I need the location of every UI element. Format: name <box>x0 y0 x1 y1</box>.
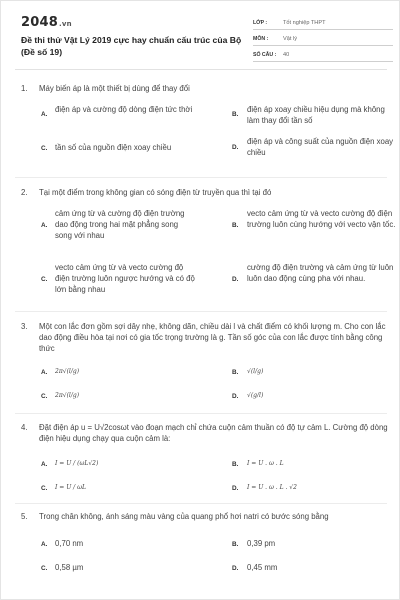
question-text: Máy biến áp là một thiết bị dùng để thay đổi <box>39 84 190 93</box>
option-letter: D. <box>232 144 239 151</box>
options <box>21 530 391 584</box>
option-text: 0,58 µm <box>55 563 84 572</box>
option-letter: B. <box>232 369 239 376</box>
option-letter: C. <box>41 276 48 283</box>
options <box>21 362 391 414</box>
question-text: Đặt điện áp u = U√2cosωt vào đoạn mạch chỉ chứa cuộn cảm thuần có độ tự cảm L. Cường độ dòng điện hiệu dụng chạy qua cuộn cảm là: <box>39 423 388 443</box>
option-letter: A. <box>41 369 48 376</box>
question-stem <box>21 187 391 198</box>
option-letter: D. <box>232 485 239 492</box>
option-text: điện áp và công suất của nguồn điện xoay chiều <box>247 137 394 157</box>
meta-label: MÔN : <box>253 36 269 42</box>
question-5 <box>21 511 391 584</box>
question-separator <box>15 177 387 178</box>
meta-value: Tốt nghiệp THPT <box>283 20 326 26</box>
option-text: vecto cảm ứng từ và vecto cường độ điện trường luôn cùng hướng với vecto vận tốc. <box>247 209 396 229</box>
question-3 <box>21 321 391 414</box>
option-letter: D. <box>232 276 239 283</box>
exam-title: Đề thi thử Vật Lý 2019 cực hay chuẩn cấu trúc của Bộ (Đề số 19) <box>21 35 242 57</box>
question-text: Trong chân không, ánh sáng màu vàng của quang phổ hơi natri có bước sóng bằng <box>39 512 329 521</box>
question-text: Một con lắc đơn gồm sợi dây nhẹ, không dãn, chiều dài l và chất điểm có khối lượng m. Cho con lắc dao động điều hòa tại nơi có gia tốc trọng trường là g. Tần số góc của con lắc được tính bằng công thức <box>39 322 386 353</box>
option-formula: I = U / (ωL√2) <box>55 460 99 467</box>
question-separator <box>15 503 387 504</box>
question-4 <box>21 422 391 504</box>
option-letter: C. <box>41 485 48 492</box>
option-formula: I = U / ωL <box>55 484 86 491</box>
option-text: điện áp xoay chiều hiệu dụng mà không làm thay đổi tần số <box>247 105 385 125</box>
meta-row-class <box>253 15 393 30</box>
site-logo[interactable] <box>21 15 72 30</box>
question-separator <box>15 311 387 312</box>
meta-value: 40 <box>283 52 290 58</box>
option-formula: 2π√(l/g) <box>55 392 80 399</box>
option-formula: I = U . ω . L . √2 <box>247 484 297 491</box>
option-letter: B. <box>232 541 239 548</box>
option-letter: A. <box>41 461 48 468</box>
logo-text: 2048 <box>21 15 58 30</box>
header-divider <box>15 69 387 70</box>
options <box>21 102 394 170</box>
question-1 <box>21 83 394 170</box>
option-formula: 2π√(l/g) <box>55 368 80 375</box>
option-letter: C. <box>41 565 48 572</box>
meta-label: LỚP : <box>253 20 268 26</box>
option-letter: C. <box>41 393 48 400</box>
option-text: 0,45 mm <box>247 563 278 572</box>
meta-row-subject <box>253 31 393 46</box>
meta-label: SỐ CÂU : <box>253 52 277 58</box>
question-number: 4. <box>21 423 28 432</box>
question-stem <box>21 83 391 94</box>
option-formula: √(g/l) <box>247 392 264 399</box>
logo-suffix: .vn <box>58 20 72 28</box>
question-number: 5. <box>21 512 28 521</box>
question-stem <box>21 321 391 354</box>
option-letter: D. <box>232 393 239 400</box>
question-separator <box>15 413 387 414</box>
question-number: 1. <box>21 84 28 93</box>
option-text: cảm ứng từ và cường độ điện trường dao động trong hai mặt phẳng song song với nhau <box>55 209 185 240</box>
option-text: 0,70 nm <box>55 539 84 548</box>
option-text: điện áp và cường độ dòng điện tức thời <box>55 105 193 114</box>
option-text: 0,39 pm <box>247 539 276 548</box>
option-letter: C. <box>41 145 48 152</box>
option-letter: D. <box>232 565 239 572</box>
option-letter: B. <box>232 222 239 229</box>
options <box>21 206 396 306</box>
option-text: cường độ điện trường và cảm ứng từ luôn luôn dao động cùng pha với nhau. <box>247 263 394 283</box>
question-number: 2. <box>21 188 28 197</box>
option-text: tần số của nguồn điện xoay chiều <box>55 143 172 152</box>
meta-row-count <box>253 47 393 62</box>
option-text: vecto cảm ứng từ và vecto cường độ điện trường luôn ngược hướng và có độ lớn bằng nhau <box>55 263 195 294</box>
question-number: 3. <box>21 322 28 331</box>
option-formula: √(l/g) <box>247 368 264 375</box>
option-letter: A. <box>41 541 48 548</box>
question-stem <box>21 511 391 522</box>
option-letter: B. <box>232 461 239 468</box>
option-formula: I = U . ω . L <box>247 460 284 467</box>
exam-meta <box>253 15 393 63</box>
question-2 <box>21 187 396 306</box>
option-letter: A. <box>41 111 48 118</box>
option-letter: B. <box>232 111 239 118</box>
options <box>21 452 391 504</box>
header <box>21 15 391 65</box>
question-stem <box>21 422 391 444</box>
option-letter: A. <box>41 222 48 229</box>
meta-value: Vật lý <box>283 36 297 42</box>
question-text: Tại một điểm trong không gian có sóng điện từ truyền qua thì tại đó <box>39 188 272 197</box>
